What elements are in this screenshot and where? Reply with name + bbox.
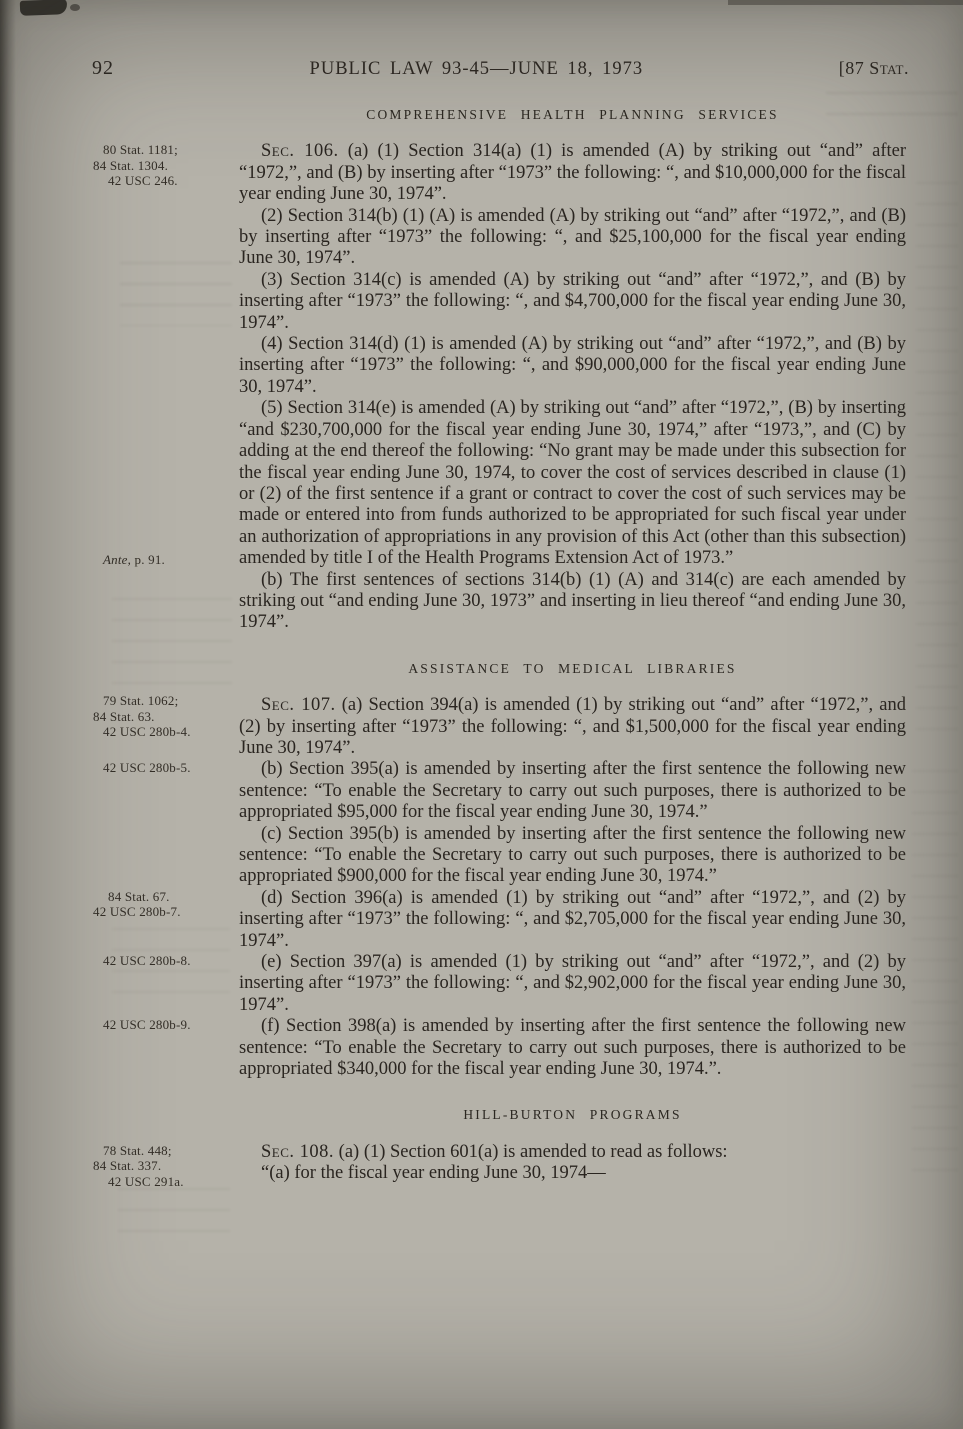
paragraph-text: (b) Section 395(a) is amended by inserting after the first sentence the following new sentence: “To enable the Secretary to carry out such purposes, there is authorized to be appropriated $95,000 for the fiscal year ending June 30, 1974.” bbox=[239, 759, 906, 823]
paragraph-text: (e) Section 397(a) is amended (1) by striking out “and” after “1972,”, and (2) by inserting after “1973” the following: “, and $2,902,000 for the fiscal year ending June 30, 1974”. bbox=[239, 952, 906, 1015]
paragraph-sec107-a bbox=[93, 693, 907, 759]
bleed-through-artifact bbox=[112, 598, 232, 694]
stat-citation: [87 Stat. bbox=[838, 58, 909, 78]
scan-smudge-artifact bbox=[728, 0, 963, 5]
bleed-through-artifact bbox=[916, 182, 958, 742]
paragraph-text: (a) (1) Section 314(a) (1) is amended (A) by striking out “and” after “1972,”, and (B) by inserting after “1973” the following: “, and $10,000,000 for the fiscal year ending June 30, 1974”. bbox=[239, 141, 906, 205]
margin-note-line: 42 USC 280b-9. bbox=[103, 1017, 191, 1033]
section-number-106: Sec. 106. bbox=[261, 141, 339, 162]
section-heading-hill-burton: HILL-BURTON PROGRAMS bbox=[463, 1107, 682, 1123]
scan-left-edge-shadow bbox=[0, 0, 16, 1429]
paragraph-text: (3) Section 314(c) is amended (A) by striking out “and” after “1972,”, and (B) by inserting after “1973” the following: “, and $4,700,000 for the fiscal year ending June 30, 1974”. bbox=[239, 269, 906, 333]
margin-note-sec107f-citation bbox=[93, 1017, 231, 1033]
paragraph-text: (f) Section 398(a) is amended by inserting after the first sentence the following new sentence: “To enable the Secretary to carry out such purposes, there is authorized to be appropriated $340,000 for the fiscal year ending June 30, 1974.”. bbox=[239, 1016, 906, 1080]
margin-note-line bbox=[93, 552, 231, 568]
ante-reference: Ante, bbox=[103, 552, 132, 568]
ink-dot-artifact bbox=[70, 4, 80, 11]
margin-note-line: 84 Stat. 1304. bbox=[93, 157, 169, 173]
paragraph-sec106-a5 bbox=[103, 398, 906, 569]
paragraph-sec107-c bbox=[239, 824, 906, 888]
margin-note-line: 84 Stat. 63. bbox=[93, 708, 155, 724]
bleed-through-artifact bbox=[912, 770, 958, 1190]
paragraph-text: (4) Section 314(d) (1) is amended (A) by striking out “and” after “1972,”, and (B) by inserting after “1973” the following: “, and $90,000,000 for the fiscal year ending June 30, 1974”. bbox=[239, 334, 906, 397]
running-header bbox=[92, 57, 909, 80]
statute-text-column bbox=[93, 100, 907, 1189]
paragraph-sec108-quoted-a bbox=[239, 1163, 906, 1184]
paragraph-text: (a) (1) Section 601(a) is amended to read as follows: bbox=[334, 1141, 728, 1162]
paragraph-text: (c) Section 395(b) is amended by inserting after the first sentence the following new sentence: “To enable the Secretary to carry out such purposes, there is authorized to be appropriated $900,000 for the fiscal year ending June 30, 1974.” bbox=[239, 823, 906, 887]
paragraph-sec107-b bbox=[103, 759, 906, 823]
margin-note-ante-p91 bbox=[93, 552, 231, 568]
section-number-107: Sec. 107. bbox=[261, 695, 336, 716]
paragraph-sec107-e bbox=[103, 952, 906, 1016]
margin-note-line: 79 Stat. 1062; bbox=[103, 693, 179, 709]
margin-note-line: 42 USC 280b-8. bbox=[103, 953, 191, 969]
paragraph-text: (a) Section 394(a) is amended (1) by striking out “and” after “1972,”, and (2) by inserting after “1973” the following: “, and $1,500,000 for the fiscal year ending June 30, 1974”. bbox=[239, 695, 907, 758]
paragraph-text: (b) The first sentences of sections 314(b) (1) (A) and 314(c) are each amended by striking out “and ending June 30, 1973” and inserting in lieu thereof “and ending June 30, 1974”. bbox=[239, 569, 906, 633]
margin-note-sec106-citations bbox=[93, 142, 231, 189]
bleed-through-artifact bbox=[120, 262, 232, 326]
margin-note-line: 80 Stat. 1181; bbox=[103, 142, 178, 158]
paragraph-sec106-a2 bbox=[239, 206, 906, 270]
ink-blot-artifact bbox=[20, 0, 67, 16]
section-number-108: Sec. 108. bbox=[261, 1141, 335, 1162]
margin-note-line: 42 USC 280b-5. bbox=[103, 760, 191, 776]
paragraph-sec106-a3 bbox=[239, 270, 906, 334]
margin-note-line: 42 USC 246. bbox=[108, 173, 178, 189]
paragraph-text: (d) Section 396(a) is amended (1) by striking out “and” after “1972,”, and (2) by inserting after “1973” the following: “, and $2,705,000 for the fiscal year ending June 30, 1974”. bbox=[239, 887, 906, 951]
margin-note-sec107a-citations bbox=[93, 693, 231, 740]
page-number: 92 bbox=[92, 57, 114, 79]
margin-note-sec107e-citation bbox=[93, 953, 231, 969]
margin-note-line: 42 USC 280b-4. bbox=[103, 724, 191, 740]
margin-note-sec108-citations bbox=[93, 1143, 231, 1190]
paragraph-sec107-f bbox=[103, 1016, 906, 1080]
margin-note-line: 84 Stat. 337. bbox=[93, 1158, 162, 1174]
paragraph-sec106-a1 bbox=[93, 141, 906, 205]
paragraph-text: (5) Section 314(e) is amended (A) by striking out “and” after “1972,”, (B) by inserting “and $230,700,000 for the fiscal year ending June 30, 1974,” after “1973,”, and (C) by adding at the end thereof the following: “No grant may be made under this subsection for the fiscal year ending June 30, 1974, to cover the cost of services described in clause (1) or (2) of the first sentence if a grant or contract to cover the cost of such services may be made or entered into from funds authorized to be appropriated for such fiscal year under an authorization of appropriations in any provision of this Act (other than this subsection) amended by title I of the Health Programs Extension Act of 1973.” bbox=[239, 398, 906, 569]
section-heading-medical-libraries: ASSISTANCE TO MEDICAL LIBRARIES bbox=[408, 660, 737, 676]
paragraph-sec106-b bbox=[239, 570, 906, 634]
margin-note-sec107d-citations bbox=[93, 889, 231, 920]
paragraph-sec106-a4 bbox=[239, 334, 906, 398]
paragraph-text: (2) Section 314(b) (1) (A) is amended (A) by striking out “and” after “1972,”, and (B) by inserting after “1973” the following: “, and $25,100,000 for the fiscal year ending June 30, 1974”. bbox=[239, 205, 906, 269]
ante-page: p. 91. bbox=[134, 552, 165, 568]
paragraph-text: “(a) for the fiscal year ending June 30, 1974— bbox=[261, 1163, 606, 1184]
margin-note-line: 84 Stat. 67. bbox=[108, 888, 170, 904]
margin-note-line: 42 USC 280b-7. bbox=[93, 904, 181, 920]
bleed-through-artifact bbox=[118, 1188, 230, 1244]
margin-note-sec107b-citation bbox=[93, 760, 231, 776]
margin-note-line: 42 USC 291a. bbox=[108, 1173, 184, 1189]
law-title: PUBLIC LAW 93-45—JUNE 18, 1973 bbox=[309, 59, 644, 79]
margin-note-line: 78 Stat. 448; bbox=[103, 1142, 172, 1158]
section-heading-comprehensive-health: COMPREHENSIVE HEALTH PLANNING SERVICES bbox=[366, 107, 779, 122]
paragraph-sec107-d bbox=[93, 887, 906, 952]
